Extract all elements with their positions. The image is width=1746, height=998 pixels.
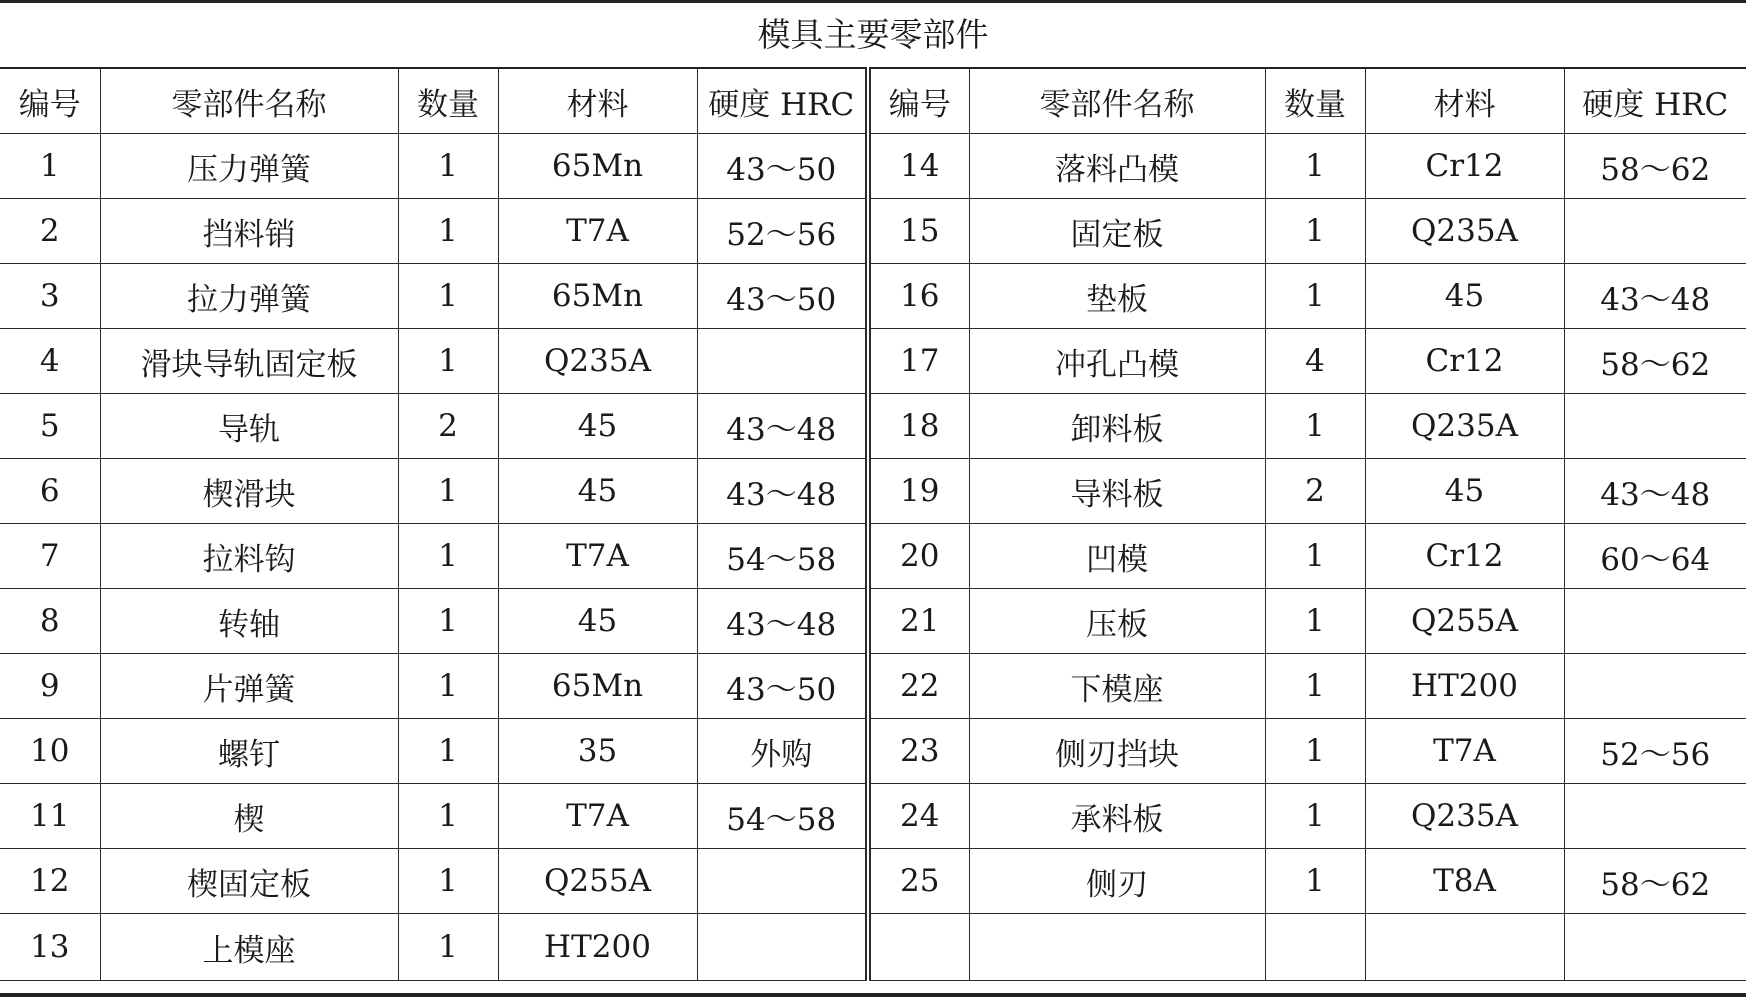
cell-part-name: 楔固定板 bbox=[100, 849, 398, 914]
table-row bbox=[0, 719, 1746, 784]
cell-part-name: 固定板 bbox=[969, 199, 1265, 264]
cell-quantity: 1 bbox=[398, 459, 498, 524]
cell-quantity: 1 bbox=[1265, 589, 1365, 654]
cell-number: 21 bbox=[868, 589, 969, 654]
cell-hardness bbox=[697, 329, 868, 394]
cell-number: 3 bbox=[0, 264, 100, 329]
parts-table-body bbox=[0, 68, 1746, 981]
header-cell-quantity: 数量 bbox=[1265, 68, 1365, 134]
cell-part-name: 卸料板 bbox=[969, 394, 1265, 459]
cell-quantity: 1 bbox=[398, 524, 498, 589]
cell-material: 35 bbox=[498, 719, 697, 784]
cell-number: 14 bbox=[868, 134, 969, 199]
cell-material: Q235A bbox=[1365, 394, 1564, 459]
cell-material: T7A bbox=[1365, 719, 1564, 784]
cell-number: 18 bbox=[868, 394, 969, 459]
cell-hardness: 54～58 bbox=[697, 524, 868, 589]
cell-material: T8A bbox=[1365, 849, 1564, 914]
cell-material: 45 bbox=[498, 459, 697, 524]
cell-material: Cr12 bbox=[1365, 329, 1564, 394]
cell-material: 45 bbox=[498, 394, 697, 459]
cell-quantity: 1 bbox=[1265, 264, 1365, 329]
cell-hardness: 43～50 bbox=[697, 264, 868, 329]
cell-part-name: 楔 bbox=[100, 784, 398, 849]
cell-hardness: 43～48 bbox=[697, 394, 868, 459]
cell-number: 15 bbox=[868, 199, 969, 264]
cell-hardness: 60～64 bbox=[1564, 524, 1746, 589]
cell-quantity: 1 bbox=[1265, 654, 1365, 719]
cell-material: T7A bbox=[498, 784, 697, 849]
cell-hardness bbox=[1564, 914, 1746, 981]
cell-part-name: 楔滑块 bbox=[100, 459, 398, 524]
cell-part-name: 压板 bbox=[969, 589, 1265, 654]
table-row bbox=[0, 329, 1746, 394]
cell-part-name: 上模座 bbox=[100, 914, 398, 981]
cell-quantity: 1 bbox=[398, 784, 498, 849]
cell-quantity: 1 bbox=[398, 654, 498, 719]
cell-number: 9 bbox=[0, 654, 100, 719]
cell-quantity: 2 bbox=[1265, 459, 1365, 524]
header-cell-material: 材料 bbox=[498, 68, 697, 134]
cell-part-name: 片弹簧 bbox=[100, 654, 398, 719]
header-cell-hardness: 硬度 HRC bbox=[697, 68, 868, 134]
cell-number: 12 bbox=[0, 849, 100, 914]
header-cell-number: 编号 bbox=[0, 68, 100, 134]
cell-part-name: 侧刃挡块 bbox=[969, 719, 1265, 784]
cell-number: 19 bbox=[868, 459, 969, 524]
cell-material: 65Mn bbox=[498, 654, 697, 719]
cell-material: HT200 bbox=[1365, 654, 1564, 719]
header-cell-hardness: 硬度 HRC bbox=[1564, 68, 1746, 134]
cell-number: 10 bbox=[0, 719, 100, 784]
table-row bbox=[0, 849, 1746, 914]
table-row bbox=[0, 264, 1746, 329]
cell-hardness bbox=[1564, 589, 1746, 654]
cell-material: HT200 bbox=[498, 914, 697, 981]
cell-number: 23 bbox=[868, 719, 969, 784]
cell-number bbox=[868, 914, 969, 981]
cell-hardness: 43～48 bbox=[697, 459, 868, 524]
cell-hardness bbox=[1564, 784, 1746, 849]
cell-material bbox=[1365, 914, 1564, 981]
cell-material: Q255A bbox=[498, 849, 697, 914]
cell-quantity: 1 bbox=[398, 719, 498, 784]
cell-hardness: 43～48 bbox=[1564, 264, 1746, 329]
cell-hardness bbox=[1564, 654, 1746, 719]
cell-hardness: 43～50 bbox=[697, 654, 868, 719]
cell-material: Cr12 bbox=[1365, 524, 1564, 589]
cell-quantity: 1 bbox=[1265, 199, 1365, 264]
cell-quantity: 1 bbox=[1265, 849, 1365, 914]
cell-hardness: 52～56 bbox=[697, 199, 868, 264]
cell-hardness: 43～48 bbox=[1564, 459, 1746, 524]
table-row bbox=[0, 134, 1746, 199]
cell-number: 20 bbox=[868, 524, 969, 589]
cell-part-name: 冲孔凸模 bbox=[969, 329, 1265, 394]
cell-quantity: 1 bbox=[1265, 784, 1365, 849]
cell-part-name: 压力弹簧 bbox=[100, 134, 398, 199]
cell-part-name: 下模座 bbox=[969, 654, 1265, 719]
cell-number: 4 bbox=[0, 329, 100, 394]
table-title: 模具主要零部件 bbox=[757, 15, 989, 54]
table-row bbox=[0, 654, 1746, 719]
cell-number: 25 bbox=[868, 849, 969, 914]
cell-material: 45 bbox=[1365, 264, 1564, 329]
cell-material: 45 bbox=[498, 589, 697, 654]
cell-number: 5 bbox=[0, 394, 100, 459]
header-cell-part-name: 零部件名称 bbox=[100, 68, 398, 134]
header-cell-quantity: 数量 bbox=[398, 68, 498, 134]
cell-hardness: 58～62 bbox=[1564, 134, 1746, 199]
header-cell-number: 编号 bbox=[868, 68, 969, 134]
table-row bbox=[0, 459, 1746, 524]
cell-quantity: 1 bbox=[1265, 719, 1365, 784]
cell-hardness bbox=[697, 849, 868, 914]
cell-number: 22 bbox=[868, 654, 969, 719]
cell-quantity: 1 bbox=[398, 329, 498, 394]
cell-quantity: 1 bbox=[398, 914, 498, 981]
cell-quantity: 1 bbox=[398, 134, 498, 199]
cell-part-name: 滑块导轨固定板 bbox=[100, 329, 398, 394]
table-row bbox=[0, 394, 1746, 459]
cell-hardness bbox=[1564, 199, 1746, 264]
cell-number: 13 bbox=[0, 914, 100, 981]
cell-material: Cr12 bbox=[1365, 134, 1564, 199]
cell-hardness: 58～62 bbox=[1564, 849, 1746, 914]
cell-number: 24 bbox=[868, 784, 969, 849]
cell-quantity: 2 bbox=[398, 394, 498, 459]
cell-number: 6 bbox=[0, 459, 100, 524]
cell-part-name bbox=[969, 914, 1265, 981]
header-row bbox=[0, 68, 1746, 134]
cell-part-name: 落料凸模 bbox=[969, 134, 1265, 199]
bottom-rule bbox=[0, 993, 1746, 997]
cell-quantity: 1 bbox=[398, 264, 498, 329]
cell-hardness: 43～50 bbox=[697, 134, 868, 199]
table-row bbox=[0, 589, 1746, 654]
cell-material: 65Mn bbox=[498, 134, 697, 199]
cell-hardness: 52～56 bbox=[1564, 719, 1746, 784]
cell-part-name: 拉力弹簧 bbox=[100, 264, 398, 329]
cell-material: Q235A bbox=[498, 329, 697, 394]
header-cell-part-name: 零部件名称 bbox=[969, 68, 1265, 134]
cell-quantity: 1 bbox=[1265, 394, 1365, 459]
cell-part-name: 螺钉 bbox=[100, 719, 398, 784]
parts-table bbox=[0, 67, 1746, 981]
table-row bbox=[0, 914, 1746, 981]
cell-hardness: 54～58 bbox=[697, 784, 868, 849]
cell-number: 8 bbox=[0, 589, 100, 654]
cell-hardness bbox=[697, 914, 868, 981]
cell-part-name: 挡料销 bbox=[100, 199, 398, 264]
cell-material: Q235A bbox=[1365, 199, 1564, 264]
cell-material: 65Mn bbox=[498, 264, 697, 329]
cell-hardness: 43～48 bbox=[697, 589, 868, 654]
cell-quantity bbox=[1265, 914, 1365, 981]
cell-number: 1 bbox=[0, 134, 100, 199]
cell-hardness bbox=[1564, 394, 1746, 459]
cell-material: 45 bbox=[1365, 459, 1564, 524]
cell-quantity: 1 bbox=[1265, 134, 1365, 199]
cell-number: 2 bbox=[0, 199, 100, 264]
cell-part-name: 垫板 bbox=[969, 264, 1265, 329]
cell-number: 7 bbox=[0, 524, 100, 589]
cell-hardness: 58～62 bbox=[1564, 329, 1746, 394]
cell-part-name: 拉料钩 bbox=[100, 524, 398, 589]
cell-number: 17 bbox=[868, 329, 969, 394]
table-row bbox=[0, 524, 1746, 589]
cell-part-name: 导轨 bbox=[100, 394, 398, 459]
cell-quantity: 1 bbox=[398, 199, 498, 264]
cell-quantity: 4 bbox=[1265, 329, 1365, 394]
cell-part-name: 侧刃 bbox=[969, 849, 1265, 914]
cell-part-name: 凹模 bbox=[969, 524, 1265, 589]
cell-quantity: 1 bbox=[398, 849, 498, 914]
cell-number: 11 bbox=[0, 784, 100, 849]
cell-material: T7A bbox=[498, 199, 697, 264]
cell-hardness: 外购 bbox=[697, 719, 868, 784]
cell-part-name: 导料板 bbox=[969, 459, 1265, 524]
cell-number: 16 bbox=[868, 264, 969, 329]
table-row bbox=[0, 199, 1746, 264]
cell-quantity: 1 bbox=[398, 589, 498, 654]
cell-part-name: 承料板 bbox=[969, 784, 1265, 849]
header-cell-material: 材料 bbox=[1365, 68, 1564, 134]
cell-part-name: 转轴 bbox=[100, 589, 398, 654]
table-row bbox=[0, 784, 1746, 849]
cell-material: T7A bbox=[498, 524, 697, 589]
cell-quantity: 1 bbox=[1265, 524, 1365, 589]
cell-material: Q255A bbox=[1365, 589, 1564, 654]
cell-material: Q235A bbox=[1365, 784, 1564, 849]
